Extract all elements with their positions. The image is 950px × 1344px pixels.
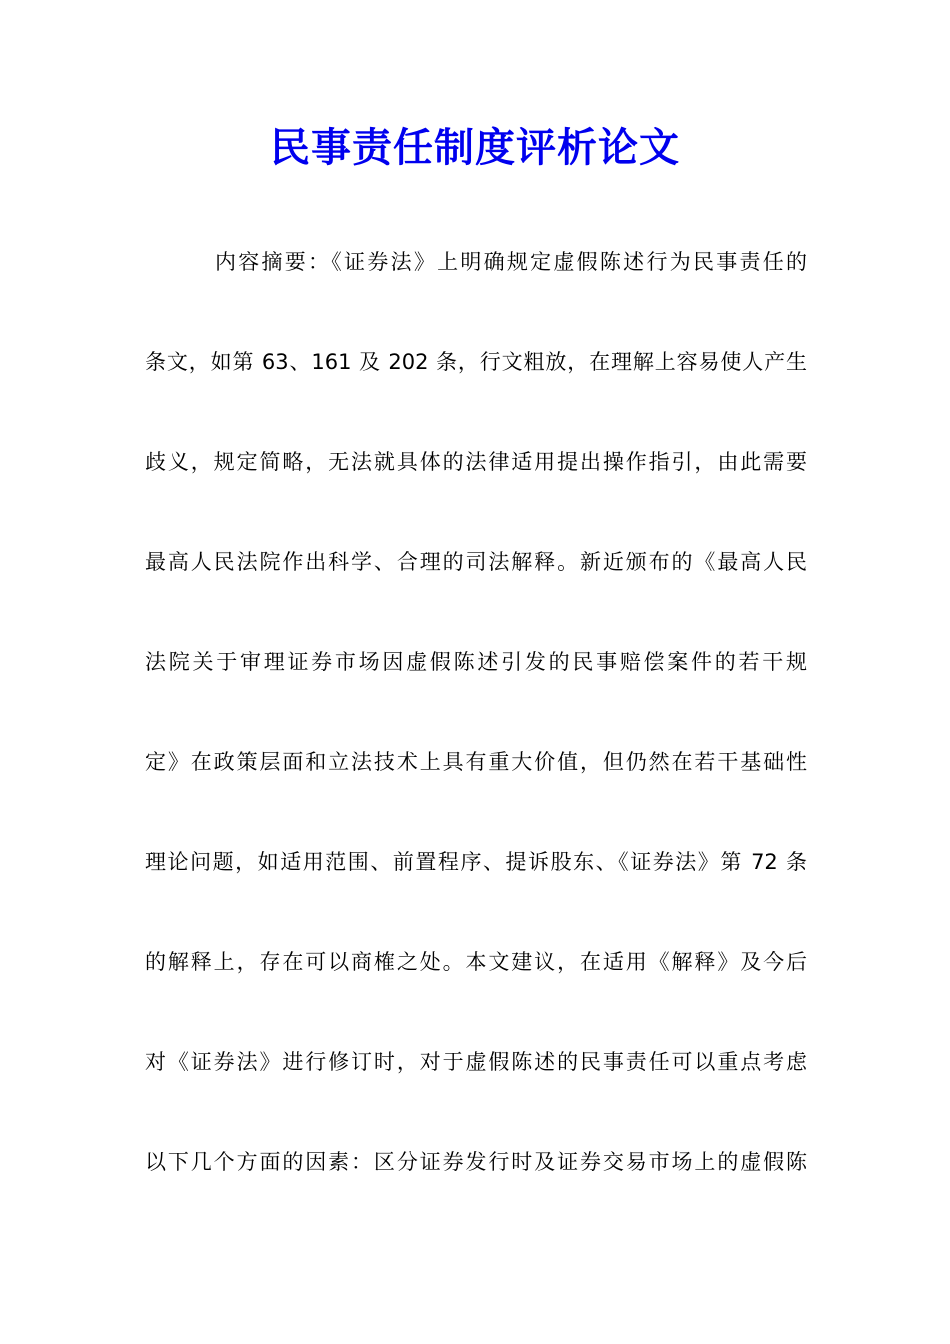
abstract-paragraph (145, 212, 807, 1212)
paragraph-line: 定》在政策层面和立法技术上具有重大价值，但仍然在若干基础性 (145, 750, 807, 774)
paragraph-line: 内容摘要：《证券法》上明确规定虚假陈述行为民事责任的 (215, 250, 807, 274)
document-title: 民事责任制度评析论文 (270, 124, 680, 171)
paragraph-line: 理论问题，如适用范围、前置程序、提诉股东、《证券法》第 72 条 (145, 850, 807, 874)
paragraph-line: 的解释上，存在可以商榷之处。本文建议，在适用《解释》及今后 (145, 950, 807, 974)
paragraph-line: 最高人民法院作出科学、合理的司法解释。新近颁布的《最高人民 (145, 550, 807, 574)
paragraph-line: 歧义，规定简略，无法就具体的法律适用提出操作指引，由此需要 (145, 450, 807, 474)
paragraph-line: 以下几个方面的因素：区分证券发行时及证券交易市场上的虚假陈 (145, 1150, 807, 1174)
paragraph-line: 对《证券法》进行修订时，对于虚假陈述的民事责任可以重点考虑 (145, 1050, 807, 1074)
paragraph-line: 法院关于审理证券市场因虚假陈述引发的民事赔偿案件的若干规 (145, 650, 807, 674)
paragraph-line: 条文，如第 63、161 及 202 条，行文粗放，在理解上容易使人产生 (145, 350, 807, 374)
